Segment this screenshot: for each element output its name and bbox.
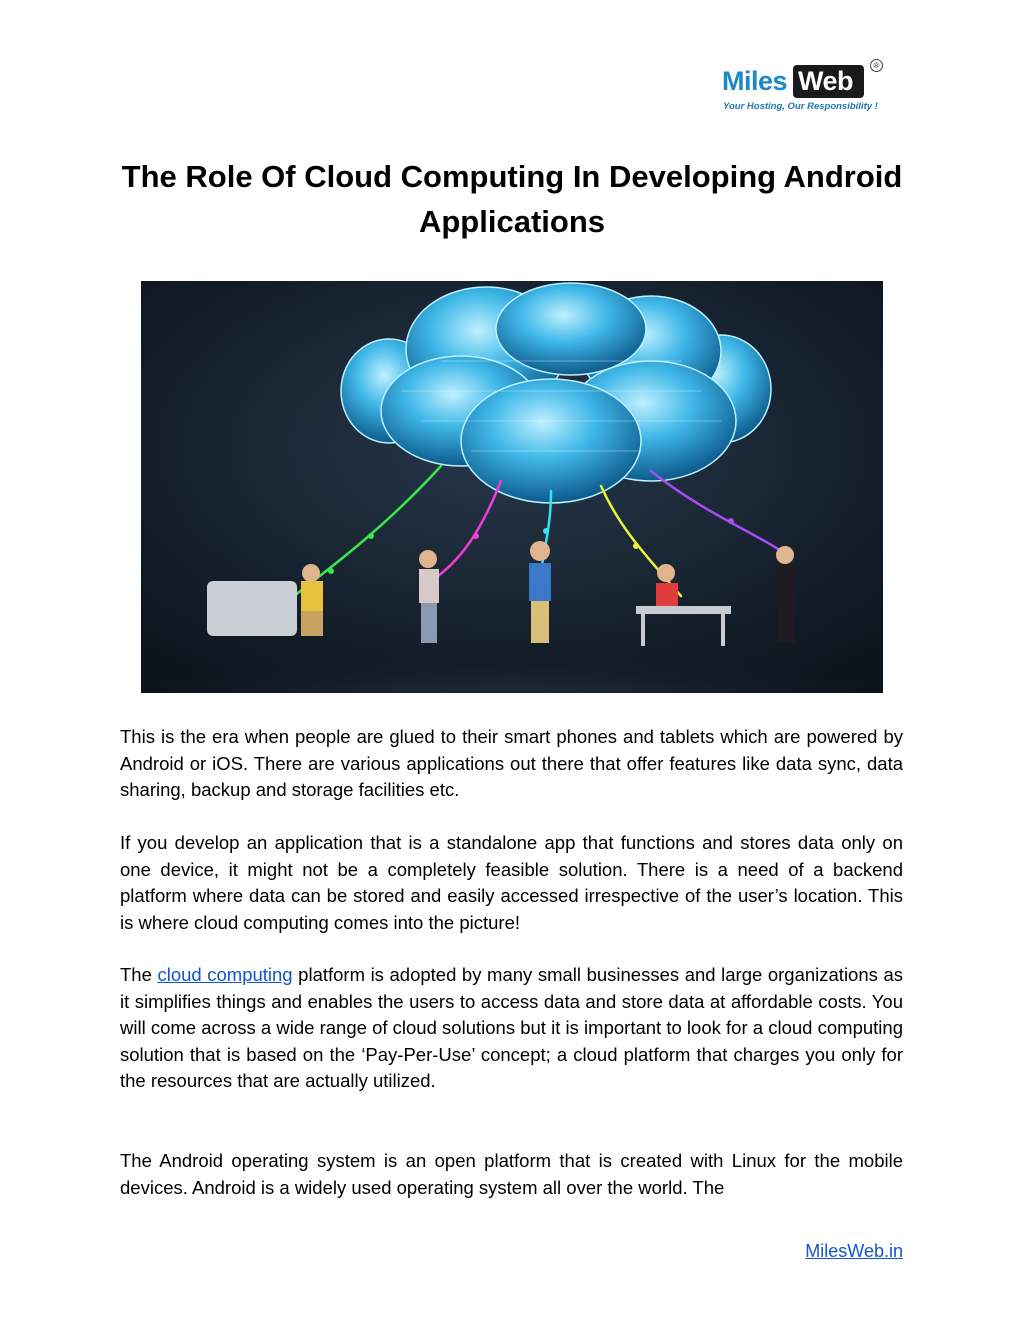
paragraph-intro: This is the era when people are glued to their smart phones and tablets which are powered by Android or iOS. There are various applications out there that offer features like data sync, data sharing, backup and storage facilities etc. (120, 726, 903, 800)
cloud-computing-link[interactable]: cloud computing (157, 964, 293, 985)
logo-miles-text: Miles (722, 66, 788, 96)
paragraph-cloud-platform (120, 962, 903, 1095)
paragraph-standalone-app: If you develop an application that is a standalone app that functions and stores data only on one device, it might not be a completely feasible solution. There is a need of a backend platform where data can be stored and easily accessed irrespective of the user’s location. This is where cloud computing comes into the picture! (120, 832, 903, 933)
paragraph-text-before-link: The (120, 964, 158, 985)
milesweb-logo (722, 62, 884, 118)
footer-milesweb-link[interactable]: MilesWeb.in (805, 1241, 903, 1261)
paragraph-android-os: The Android operating system is an open platform that is created with Linux for the mobile devices. Android is a widely used operating system all over the world. The (120, 1150, 903, 1198)
registered-mark-icon: ® (870, 59, 883, 72)
cloud-computing-illustration-icon (141, 281, 883, 693)
hero-image (141, 281, 883, 693)
page-title: The Role Of Cloud Computing In Developing Android Applications (121, 159, 903, 239)
paragraph-text-after-link: platform is adopted by many small businesses and large organizations as it simplifies things and enables the users to access data and store data at affordable costs. You will come across a wide range of cloud solutions but it is important to look for a cloud computing solution that is based on the ‘Pay-Per-Use’ concept; a cloud platform that charges you only for the resources that are actually utilized. (120, 964, 903, 1091)
logo-tagline: Your Hosting, Our Responsibility ! (723, 101, 878, 112)
logo-web-text: Web (798, 66, 854, 96)
